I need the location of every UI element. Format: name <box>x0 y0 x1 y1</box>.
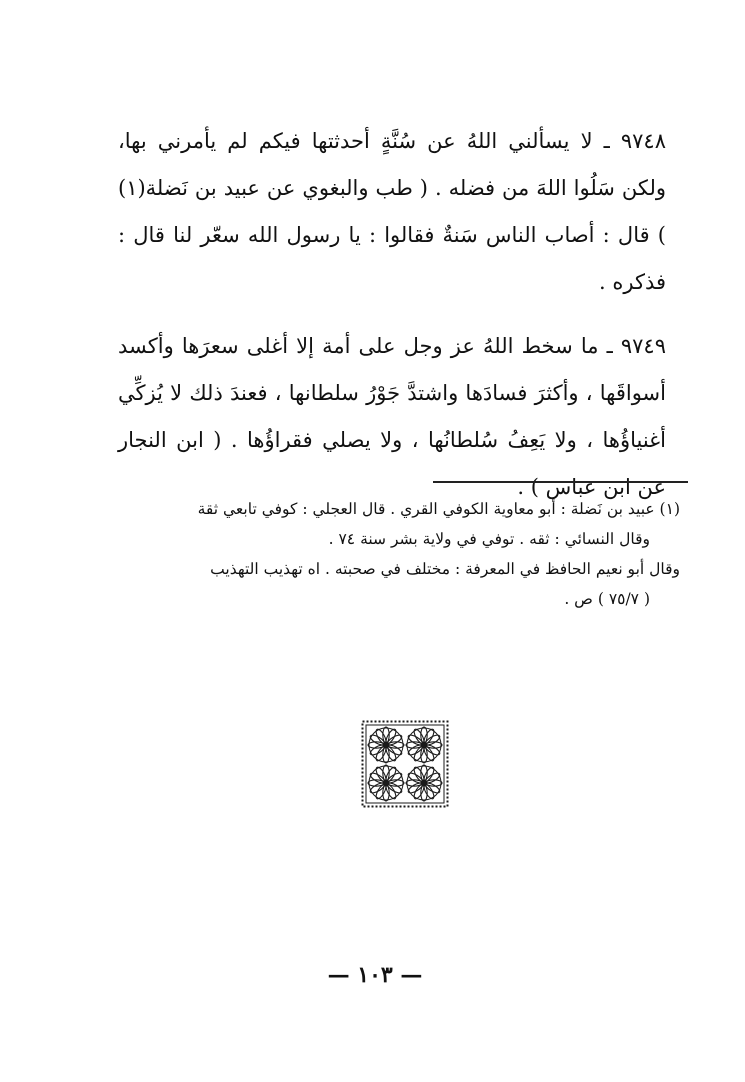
hadith-9749: ٩٧٤٩ ـ ما سخط اللهُ عز وجل على أمة إلا أغلى سعرَها وأكسد أسواقَها ، وأكثرَ فسادَها واشتدَّ جَوْرُ سلطانها ، فعندَ ذلك لا يُزكِّي أغنياؤُها ، ولا يَعِفُ سُلطانُها ، ولا يصلي فقراؤُها . ( ابن النجار عن ابن عباس ) . <box>118 334 666 499</box>
page-number: — ١٠٣ — <box>327 962 423 988</box>
footnote-line: ( ٧٥/٧ ) ص . <box>564 590 650 608</box>
hadith-9748: ٩٧٤٨ ـ لا يسألني اللهُ عن سُنَّةٍ أحدثتها فيكم لم يأمرني بها، ولكن سَلُوا اللهَ من فضله . ( طب والبغوي عن عبيد بن نَضلة(١) ) قال : أصاب الناس سَنةٌ فقالوا : يا رسول الله سعّر لنا قال : فذكره . <box>118 129 666 294</box>
floral-rosette-ornament-icon <box>361 720 449 808</box>
footnotes <box>124 494 680 614</box>
footnote-divider <box>433 481 688 483</box>
footnote-line: وقال أبو نعيم الحافظ في المعرفة : مختلف في صحبته . اه تهذيب التهذيب <box>210 560 680 578</box>
footnote-line: (١) عبيد بن نَضلة : أبو معاوية الكوفي القري . قال العجلي : كوفي تابعي ثقة <box>197 500 680 518</box>
footnote-line: وقال النسائي : ثقه . توفي في ولاية بشر سنة ٧٤ . <box>328 530 650 548</box>
main-text <box>118 118 666 511</box>
